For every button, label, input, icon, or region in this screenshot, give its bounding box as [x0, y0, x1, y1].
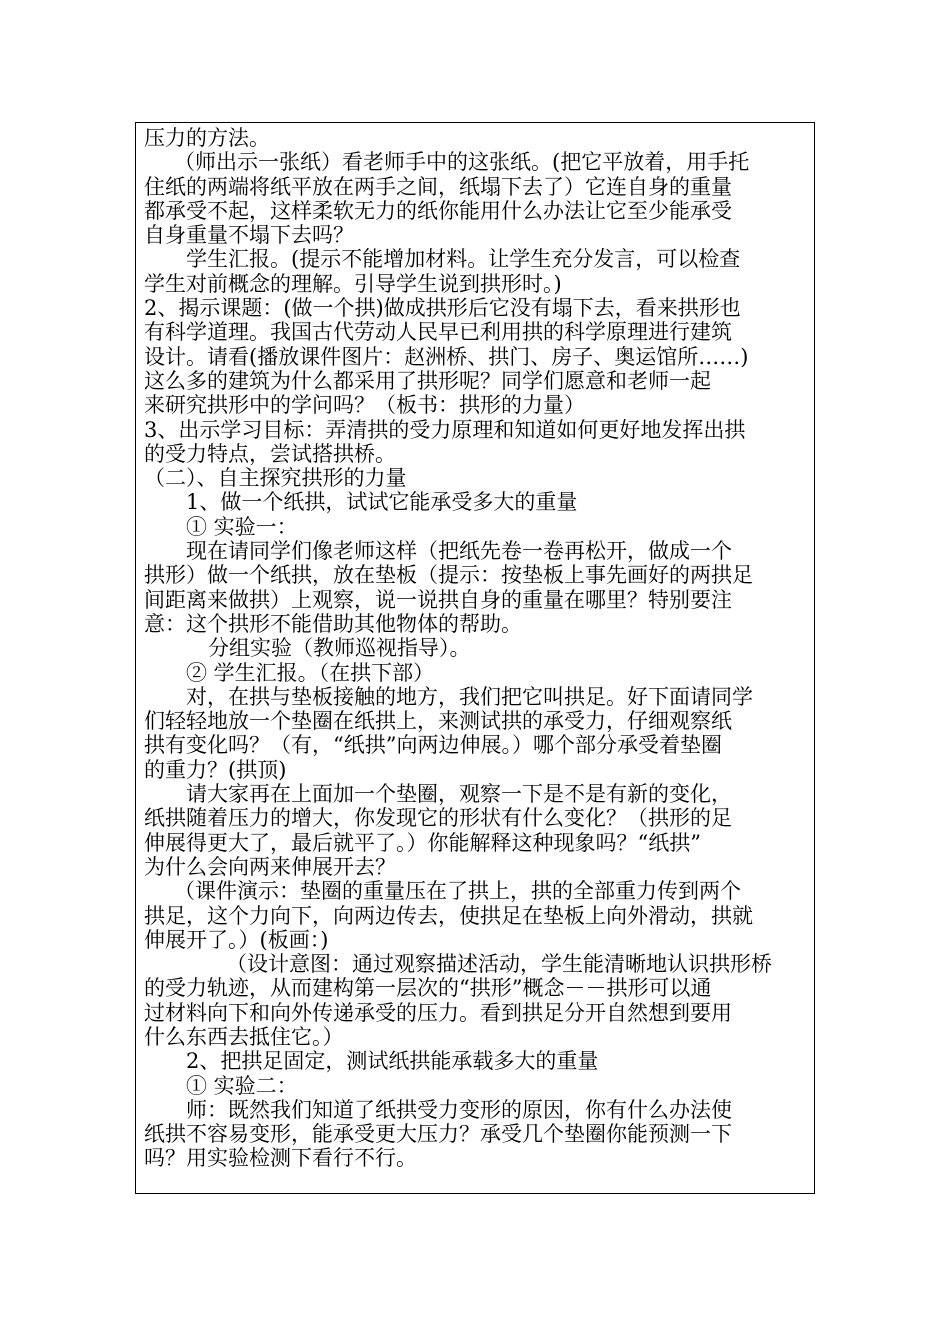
text-line: 分组实验（教师巡视指导）。 [208, 636, 471, 661]
text-line: 的受力轨迹，从而建构第一层次的“拱形”概念－－拱形可以通 [144, 976, 712, 1001]
text-line: 过材料向下和向外传递承受的压力。看到拱足分开自然想到要用 [144, 1000, 732, 1025]
text-line: ② 学生汇报。（在拱下部） [186, 660, 435, 685]
text-line: 间距离来做拱）上观察，说一说拱自身的重量在哪里？特别要注 [144, 587, 732, 612]
text-line: 学生汇报。(提示不能增加材料。让学生充分发言，可以检查 [186, 247, 741, 272]
text-line: 有科学道理。我国古代劳动人民早已利用拱的科学原理进行建筑 [144, 320, 732, 345]
text-line: 拱有变化吗？（有，“纸拱”向两边伸展。）哪个部分承受着垫圈 [144, 733, 722, 758]
text-line: 为什么会向两来伸展开去？ [144, 854, 396, 879]
text-line: 的重力？(拱顶) [144, 757, 287, 782]
text-line: 2、揭示课题：(做一个拱)做成拱形后它没有塌下去，看来拱形也 [144, 296, 741, 321]
text-line: 的受力特点，尝试搭拱桥。 [144, 441, 396, 466]
text-line: ① 实验二： [186, 1073, 298, 1098]
text-line: （设计意图：通过观察描述活动，学生能清晰地认识拱形桥 [226, 952, 772, 977]
text-line: 来研究拱形中的学问吗？（板书：拱形的力量） [144, 393, 585, 418]
text-line: 自身重量不塌下去吗？ [144, 223, 354, 248]
text-line: 拱形）做一个纸拱，放在垫板（提示：按垫板上事先画好的两拱足 [144, 563, 753, 588]
text-line: ① 实验一： [186, 514, 298, 539]
text-line: 请大家再在上面加一个垫圈，观察一下是不是有新的变化， [186, 782, 732, 807]
text-line: 对，在拱与垫板接触的地方，我们把它叫拱足。好下面请同学 [186, 684, 753, 709]
text-line: 师：既然我们知道了纸拱受力变形的原因，你有什么办法使 [186, 1097, 732, 1122]
text-line: 拱足，这个力向下，向两边传去，使拱足在垫板上向外滑动，拱就 [144, 903, 753, 928]
text-line: （师出示一张纸）看老师手中的这张纸。(把它平放着，用手托 [174, 150, 750, 175]
text-line: 现在请同学们像老师这样（把纸先卷一卷再松开，做成一个 [186, 539, 732, 564]
text-line: 什么东西去抵住它。） [144, 1024, 344, 1049]
text-line: （二）、自主探究拱形的力量 [144, 466, 407, 491]
text-line: 学生对前概念的理解。引导学生说到拱形时。) [144, 271, 562, 296]
text-line: 伸展得更大了，最后就平了。）你能解释这种现象吗？“纸拱” [144, 830, 701, 855]
text-line: 住纸的两端将纸平放在两手之间，纸塌下去了）它连自身的重量 [144, 174, 732, 199]
text-line: 1、做一个纸拱，试试它能承受多大的重量 [186, 490, 578, 515]
text-line: 吗？用实验检测下看行不行。 [144, 1146, 417, 1171]
text-line: 们轻轻地放一个垫圈在纸拱上，来测试拱的承受力，仔细观察纸 [144, 709, 732, 734]
text-line: 伸展开了。）(板画：) [144, 927, 329, 952]
text-line: 都承受不起，这样柔软无力的纸你能用什么办法让它至少能承受 [144, 198, 732, 223]
text-line: 2、把拱足固定，测试纸拱能承载多大的重量 [186, 1049, 599, 1074]
document-frame [135, 122, 815, 1194]
text-line: 3、出示学习目标：弄清拱的受力原理和知道如何更好地发挥出拱 [144, 417, 746, 442]
text-line: 纸拱随着压力的增大，你发现它的形状有什么变化？（拱形的足 [144, 806, 732, 831]
text-line: 意：这个拱形不能借助其他物体的帮助。 [144, 611, 522, 636]
text-line: 设计。请看(播放课件图片：赵洲桥、拱门、房子、奥运馆所……) [144, 344, 749, 369]
text-line: 这么多的建筑为什么都采用了拱形呢？同学们愿意和老师一起 [144, 368, 711, 393]
text-line: （课件演示：垫圈的重量压在了拱上，拱的全部重力传到两个 [174, 879, 741, 904]
text-line: 压力的方法。 [144, 126, 270, 150]
text-line: 纸拱不容易变形，能承受更大压力？承受几个垫圈你能预测一下 [144, 1122, 732, 1147]
